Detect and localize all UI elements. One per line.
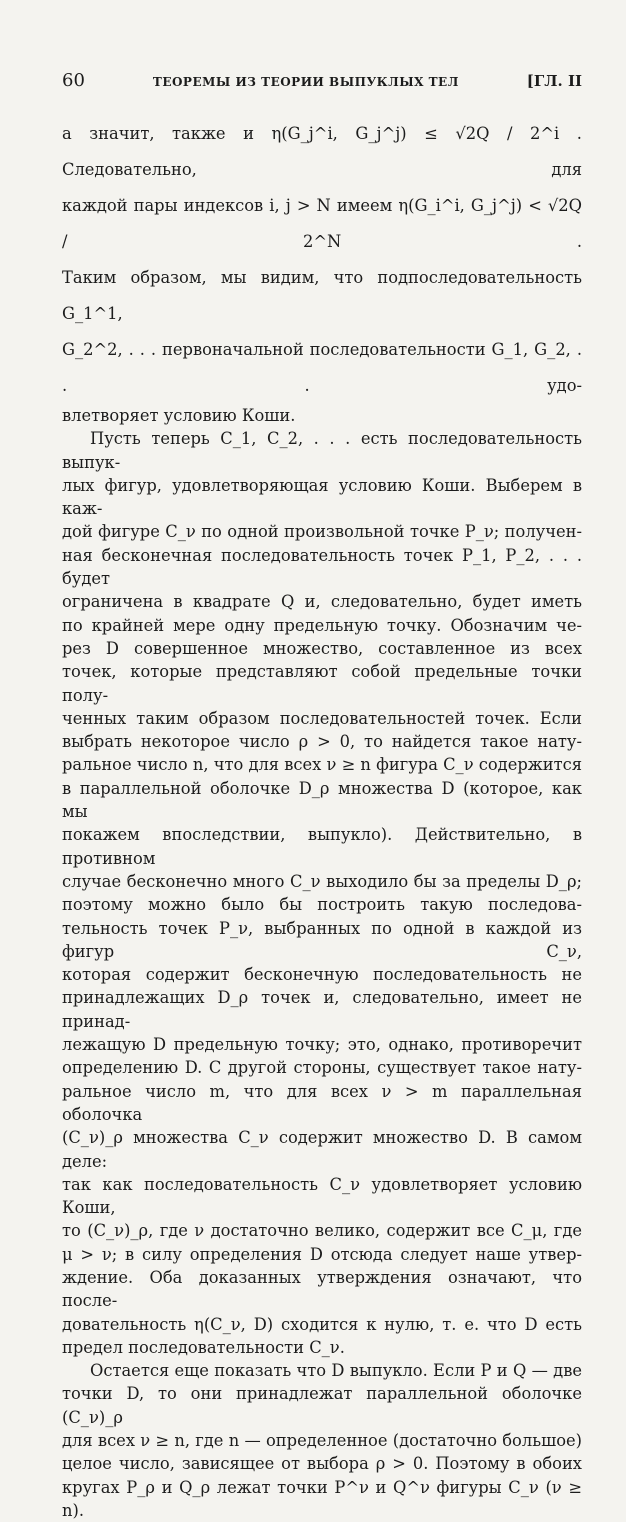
text-line: лежащую D предельную точку; это, однако, противоречит <box>62 1035 582 1055</box>
text-line: ная бесконечная последовательность точек P_1, P_2, . . . будет <box>62 545 582 589</box>
text-line: ждение. Оба доказанных утверждения означают, что после- <box>62 1267 582 1311</box>
body-text <box>62 116 582 1522</box>
text-line: которая содержит бесконечную последовательность не <box>62 965 582 985</box>
text-line: покажем впоследствии, выпукло). Действительно, в противном <box>62 825 582 868</box>
text-line: точек, которые представляют собой предельные точки полу- <box>62 662 582 705</box>
text-line: довательность η(C_ν, D) сходится к нулю, т. е. что D есть <box>62 1314 582 1334</box>
text-line: (C_ν)_ρ множества C_ν содержит множество D. В самом деле: <box>62 1128 582 1171</box>
text-line: целое число, зависящее от выбора ρ > 0. Поэтому в обоих <box>62 1454 582 1474</box>
text-line: а значит, также и η(G_j^i, G_j^j) ≤ √2Q / 2^i . Следовательно, для <box>62 124 582 179</box>
text-line: ченных таким образом последовательностей точек. Если <box>62 708 582 728</box>
text-line: то (C_ν)_ρ, где ν достаточно велико, содержит все C_μ, где <box>62 1221 582 1241</box>
text-line: поэтому можно было бы построить такую последова- <box>62 895 582 915</box>
text-line: по крайней мере одну предельную точку. Обозначим че- <box>62 615 582 635</box>
text-line: определению D. С другой стороны, существует такое нату- <box>62 1058 582 1078</box>
running-header <box>62 70 582 96</box>
text-line: так как последовательность C_ν удовлетворяет условию Коши, <box>62 1174 582 1218</box>
text-line: влетворяет условию Коши. <box>62 406 296 425</box>
page-number: 60 <box>62 70 85 91</box>
text-line: принадлежащих D_ρ точек и, следовательно, имеет не принад- <box>62 988 582 1031</box>
text-line: G_2^2, . . . первоначальной последовательности G_1, G_2, . . . удо- <box>62 340 582 395</box>
chapter-label: [ГЛ. II <box>526 72 582 90</box>
text-line: рез D совершенное множество, составленное из всех <box>62 638 582 658</box>
text-line: дой фигуре C_ν по одной произвольной точке P_ν; получен- <box>62 522 582 542</box>
text-line: в параллельной оболочке D_ρ множества D (которое, как мы <box>62 778 582 822</box>
text-line: Пусть теперь C_1, C_2, . . . есть последовательность выпук- <box>62 429 582 472</box>
text-line: ральное число m, что для всех ν > m параллельная оболочка <box>62 1081 582 1124</box>
text-line: Остается еще показать что D выпукло. Если P и Q — две <box>90 1361 582 1381</box>
page <box>62 70 582 1522</box>
text-line: ограничена в квадрате Q и, следовательно, будет иметь <box>62 592 582 612</box>
text-line: для всех ν ≥ n, где n — определенное (достаточно большое) <box>62 1431 582 1451</box>
text-line: лых фигур, удовлетворяющая условию Коши. Выберем в каж- <box>62 475 582 519</box>
text-line: кругах P_ρ и Q_ρ лежат точки P^ν и Q^ν фигуры C_ν (ν ≥ n). <box>62 1477 582 1520</box>
text-line: ральное число n, что для всех ν ≥ n фигура C_ν содержится <box>62 755 582 775</box>
text-line: предел последовательности C_ν. <box>62 1337 345 1357</box>
text-line: выбрать некоторое число ρ > 0, то найдется такое нату- <box>62 732 582 752</box>
text-line: случае бесконечно много C_ν выходило бы за пределы D_ρ; <box>62 871 582 891</box>
text-line: μ > ν; в силу определения D отсюда следует наше утвер- <box>62 1244 582 1264</box>
running-title: ТЕОРЕМЫ ИЗ ТЕОРИИ ВЫПУКЛЫХ ТЕЛ <box>152 75 459 89</box>
text-line: Таким образом, мы видим, что подпоследовательность G_1^1, <box>62 268 582 323</box>
text-line: каждой пары индексов i, j > N имеем η(G_i^i, G_j^j) < √2Q / 2^N . <box>62 196 582 251</box>
text-line: точки D, то они принадлежат параллельной оболочке (C_ν)_ρ <box>62 1384 582 1427</box>
text-line: тельность точек P_ν, выбранных по одной в каждой из фигур C_ν, <box>62 918 582 961</box>
